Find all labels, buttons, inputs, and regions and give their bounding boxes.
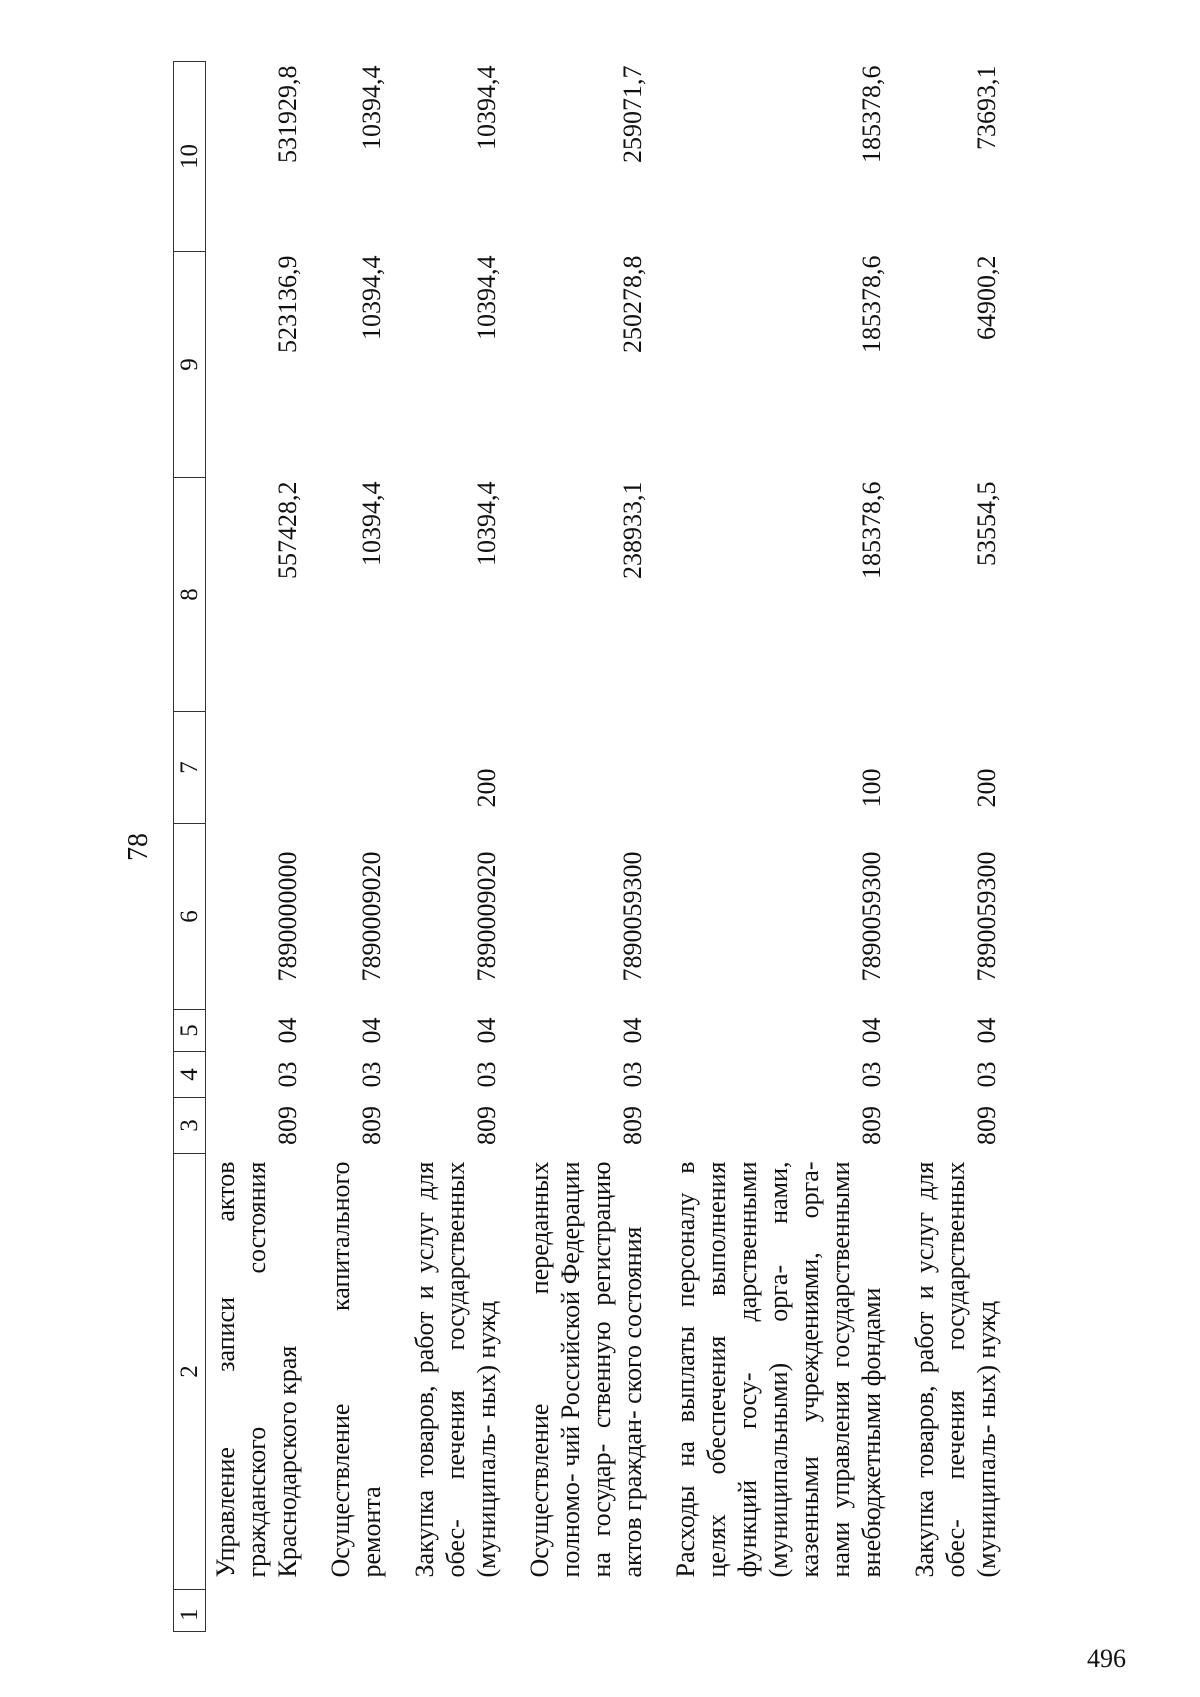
target-item-code-cell: 7890059300 (857, 851, 886, 982)
row-index-cell (887, 1590, 1002, 1632)
col-header-8: 8 (174, 478, 206, 712)
col-header-7: 7 (174, 712, 206, 824)
amount-col10-cell: 185378,6 (857, 65, 886, 163)
ministry-code-cell: 809 (972, 1106, 1001, 1145)
subsection-code-cell: 04 (273, 1017, 302, 1044)
section-code-cell: 03 (472, 1061, 501, 1088)
amount-col10-cell: 10394,4 (357, 65, 386, 150)
amount-col8-cell: 238933,1 (618, 481, 647, 579)
section-code-cell: 03 (972, 1061, 1001, 1088)
amount-col8-cell: 185378,6 (857, 481, 886, 579)
expense-name-cell: Закупка товаров, работ и услуг для обес- печения государственных (муниципаль- ных) нужд (410, 1161, 501, 1578)
amount-col9-cell: 523136,9 (273, 255, 302, 353)
row-index-cell (303, 1590, 387, 1632)
section-code-cell: 03 (357, 1061, 386, 1088)
ministry-code-cell: 809 (472, 1106, 501, 1145)
table-header (174, 62, 206, 1632)
amount-col10-cell: 531929,8 (273, 65, 302, 163)
row-index-cell (502, 1590, 648, 1632)
header-row (174, 62, 206, 1632)
table-row (887, 62, 1002, 1632)
expense-type-code-cell: 100 (857, 768, 886, 808)
target-item-code-cell: 7890059300 (618, 851, 647, 982)
subsection-code-cell: 04 (472, 1017, 501, 1044)
col-header-9: 9 (174, 252, 206, 478)
table-body (206, 62, 1003, 1632)
col-header-3: 3 (174, 1098, 206, 1154)
col-header-10: 10 (174, 62, 206, 252)
table-row (303, 62, 387, 1632)
row-index-cell (387, 1590, 502, 1632)
amount-col8-cell: 10394,4 (357, 481, 386, 566)
table-row (206, 62, 304, 1632)
section-code-cell: 03 (273, 1061, 302, 1088)
target-item-code-cell: 7890009020 (357, 851, 386, 982)
subsection-code-cell: 04 (618, 1017, 647, 1044)
amount-col9-cell: 10394,4 (357, 255, 386, 340)
section-code-cell: 03 (857, 1061, 886, 1088)
amount-col8-cell: 557428,2 (273, 481, 302, 579)
expense-name-cell: Расходы на выплаты персоналу в целях обеспечения выполнения функций госу- дарственными (муниципальными) орга- нами, казенными учреждениями, орга- нами управления государственными внебюджетными фондами (671, 1161, 886, 1578)
row-index-cell (206, 1590, 304, 1632)
row-index-cell (648, 1590, 887, 1632)
target-item-code-cell: 7890009020 (472, 851, 501, 982)
amount-col10-cell: 259071,7 (618, 65, 647, 163)
document-margin-code (1142, 0, 1156, 120)
expense-type-code-cell (303, 712, 387, 824)
expense-name-cell: Закупка товаров, работ и услуг для обес- печения государственных (муниципаль- ных) нужд (910, 1161, 1001, 1578)
col-header-1: 1 (174, 1590, 206, 1632)
amount-col9-cell: 250278,8 (618, 255, 647, 353)
subsection-code-cell: 04 (857, 1017, 886, 1044)
expense-name-cell: Осуществление капитального ремонта (326, 1161, 386, 1578)
amount-col9-cell: 185378,6 (857, 255, 886, 353)
sheet-number: 496 (1087, 1644, 1126, 1673)
amount-col9-cell: 10394,4 (472, 255, 501, 340)
expense-name-cell: Управление записи актов гражданского состояния Краснодарского края (211, 1161, 302, 1578)
target-item-code-cell: 7890000000 (273, 851, 302, 982)
expense-type-code-cell: 200 (972, 768, 1001, 808)
subsection-code-cell: 04 (357, 1017, 386, 1044)
budget-table (173, 61, 1002, 1632)
ministry-code-cell: 809 (357, 1106, 386, 1145)
expense-type-code-cell (206, 712, 304, 824)
amount-col10-cell: 10394,4 (472, 65, 501, 150)
table-row (502, 62, 648, 1632)
amount-col10-cell: 73693,1 (972, 65, 1001, 150)
ministry-code-cell: 809 (273, 1106, 302, 1145)
col-header-5: 5 (174, 1010, 206, 1052)
target-item-code-cell: 7890059300 (972, 851, 1001, 982)
col-header-2: 2 (174, 1154, 206, 1590)
table-row (648, 62, 887, 1632)
table-row (387, 62, 502, 1632)
amount-col8-cell: 53554,5 (972, 481, 1001, 566)
ministry-code-cell: 809 (618, 1106, 647, 1145)
expense-name-cell: Осуществление переданных полномо- чий Российской Федерации на государ- ственную регистрацию актов граждан- ского состояния (525, 1161, 647, 1578)
col-header-4: 4 (174, 1052, 206, 1098)
expense-type-code-cell: 200 (472, 768, 501, 808)
expense-type-code-cell (502, 712, 648, 824)
section-code-cell: 03 (618, 1061, 647, 1088)
subsection-code-cell: 04 (972, 1017, 1001, 1044)
page-number: 78 (123, 833, 154, 861)
amount-col9-cell: 64900,2 (972, 255, 1001, 340)
amount-col8-cell: 10394,4 (472, 481, 501, 566)
rotated-page-content (125, 62, 1055, 1632)
col-header-6: 6 (174, 824, 206, 1010)
ministry-code-cell: 809 (857, 1106, 886, 1145)
